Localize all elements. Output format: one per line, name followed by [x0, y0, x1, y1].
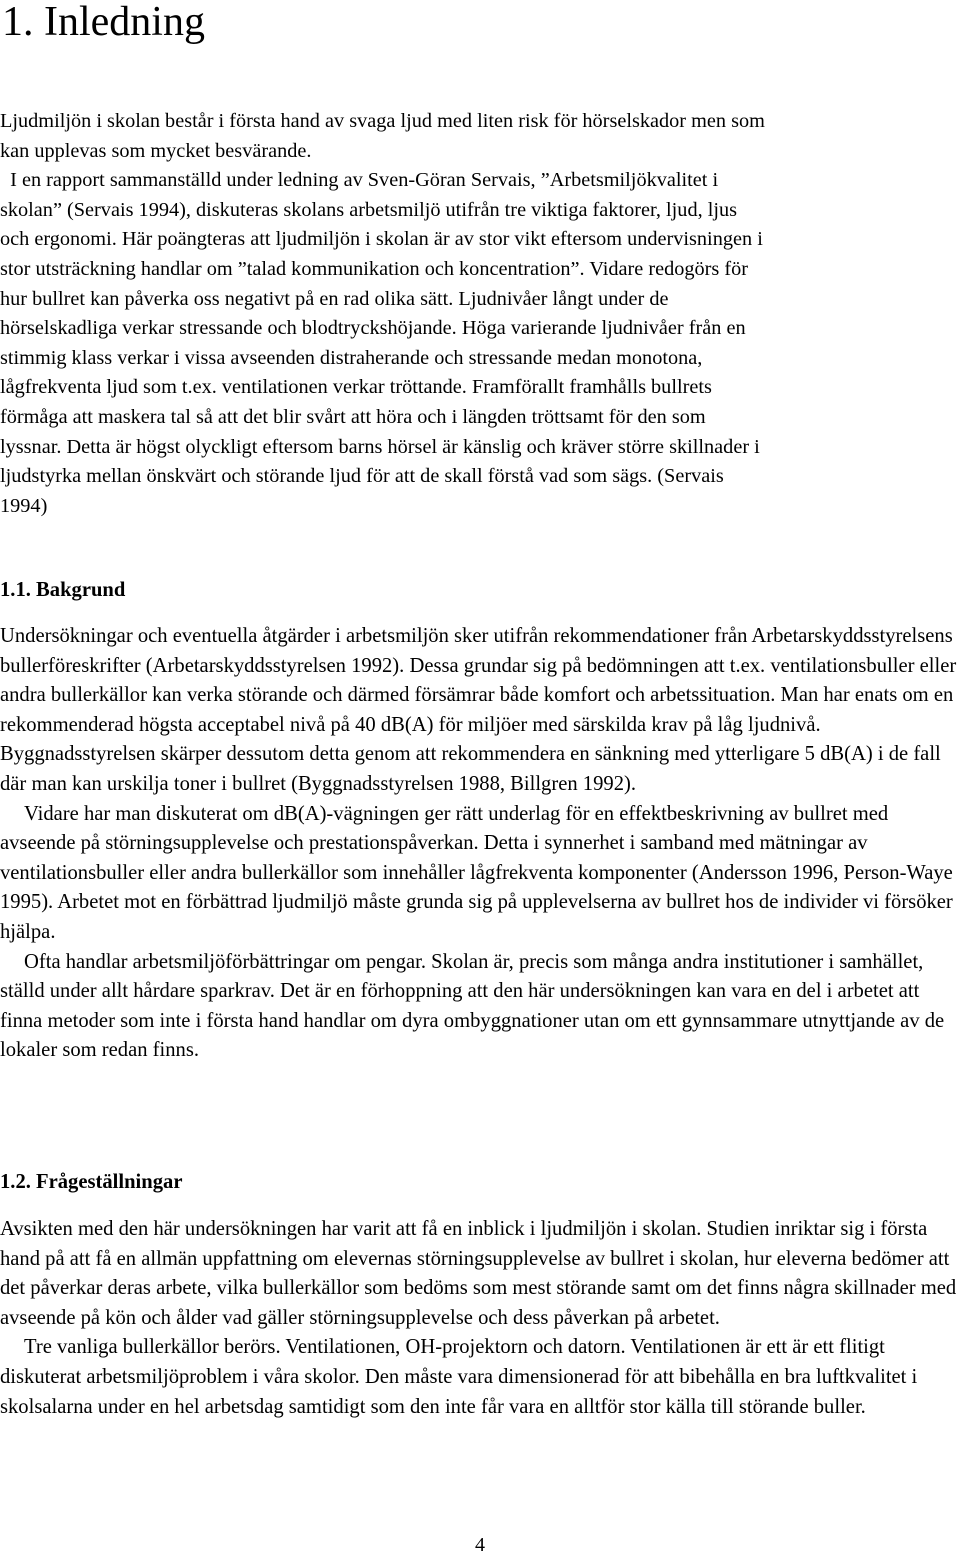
text-line: hörselskadliga verkar stressande och blodtryckshöjande. Höga varierande ljudnivåer från en [0, 317, 746, 340]
text-line: stor utsträckning handlar om ”talad kommunikation och koncentration”. Vidare redogörs för [0, 257, 749, 280]
text-line: stimmig klass verkar i vissa avseenden distraherande och stressande medan monotona, [0, 346, 703, 369]
paragraph: Tre vanliga bullerkällor berörs. Ventilationen, OH-projektorn och datorn. Ventilationen är ett är ett flitigt diskuterat arbetsmiljöproblem i våra skolor. Den måste vara dimensionerad för att bibehålla en bra luftkvalitet i skolsalarna under en hel arbetsdag samtidigt som den inte får vara en alltför stor källa till störande buller. [0, 1336, 918, 1418]
text-line: ljudstyrka mellan önskvärt och störande ljud för att de skall förstå vad som sägs. (Servais [0, 465, 724, 488]
paragraph: Ofta handlar arbetsmiljöförbättringar om pengar. Skolan är, precis som många andra institutioner i samhället, ställd under allt hårdare sparkrav. Det är en förhoppning att den här undersökningen kan vara en del i arbetet att finna metoder som inte i första hand handlar om dyra ombyggnationer utan om ett gynnsammare utnyttjande av de lokaler som redan finns. [0, 950, 945, 1062]
text-line: lågfrekventa ljud som t.ex. ventilationen verkar tröttande. Framförallt framhålls bullrets [0, 376, 712, 399]
section-heading-fragestallningar: 1.2. Frågeställningar [0, 1171, 183, 1193]
text-line: I en rapport sammanställd under ledning av Sven-Göran Servais, ”Arbetsmiljökvalitet i [0, 169, 719, 192]
paragraph: Undersökningar och eventuella åtgärder i arbetsmiljön sker utifrån rekommendationer från Arbetarskyddsstyrelsens bullerföreskrifter (Arbetarskyddsstyrelsen 1992). Dessa grundar sig på bedömningen att t.ex. ventilationsbuller eller andra bullerkällor kan verka störande och därmed försämrar både komfort och arbetssituation. Man har enats om en rekommenderad högsta acceptabel nivå på 40 dB(A) för miljöer med särskilda krav på låg ljudnivå. Byggnadsstyrelsen skärper dessutom detta genom att rekommendera en sänkning med ytterligare 5 dB(A) i de fall där man kan urskilja toner i bullret (Byggnadsstyrelsen 1988, Billgren 1992). [0, 625, 957, 795]
intro-text [0, 107, 960, 521]
text-line: Ljudmiljön i skolan består i första hand av svaga ljud med liten risk för hörselskador men som [0, 110, 765, 132]
chapter-title: 1. Inledning [2, 0, 205, 45]
text-line: 1994) [0, 494, 48, 517]
paragraph: Avsikten med den här undersökningen har varit att få en inblick i ljudmiljön i skolan. Studien inriktar sig i första hand på att få en allmän uppfattning om elevernas störningsupplevelse av bullret i skolan, hur eleverna bedömer att det påverkar deras arbete, vilka bullerkällor som bedöms som mest störande samt om det finns några skillnader med avseende på kön och ålder vad gäller störningsupplevelse och dess påverkan på arbetet. [0, 1218, 957, 1329]
section-heading-bakgrund: 1.1. Bakgrund [0, 579, 126, 601]
text-line: lyssnar. Detta är högst olyckligt eftersom barns hörsel är känslig och kräver större skillnader i [0, 435, 760, 458]
section-body-bakgrund [0, 622, 960, 1066]
text-line: och ergonomi. Här poängteras att ljudmiljön i skolan är av stor vikt eftersom undervisningen i [0, 228, 763, 251]
text-line: kan upplevas som mycket besvärande. [0, 139, 312, 162]
paragraph: Vidare har man diskuterat om dB(A)-vägningen ger rätt underlag för en effektbeskrivning av bullret med avseende på störningsupplevelse och prestationspåverkan. Detta i synnerhet i samband med mätningar av ventilationsbuller eller andra bullerkällor som innehåller lågfrekventa komponenter (Andersson 1996, Person-Waye 1995). Arbetet mot en förbättrad ljudmiljö måste grunda sig på upplevelserna av bullret hos de individer vi försöker hjälpa. [0, 802, 953, 943]
section-body-fragestallningar [0, 1215, 960, 1422]
page-number: 4 [475, 1534, 485, 1556]
text-line: förmåga att maskera tal så att det blir svårt att höra och i längden tröttsamt för den som [0, 405, 706, 428]
text-line: hur bullret kan påverka oss negativt på en rad olika sätt. Ljudnivåer långt under de [0, 287, 669, 310]
text-line: skolan” (Servais 1994), diskuteras skolans arbetsmiljö utifrån tre viktiga faktorer, ljud, ljus [0, 198, 738, 221]
